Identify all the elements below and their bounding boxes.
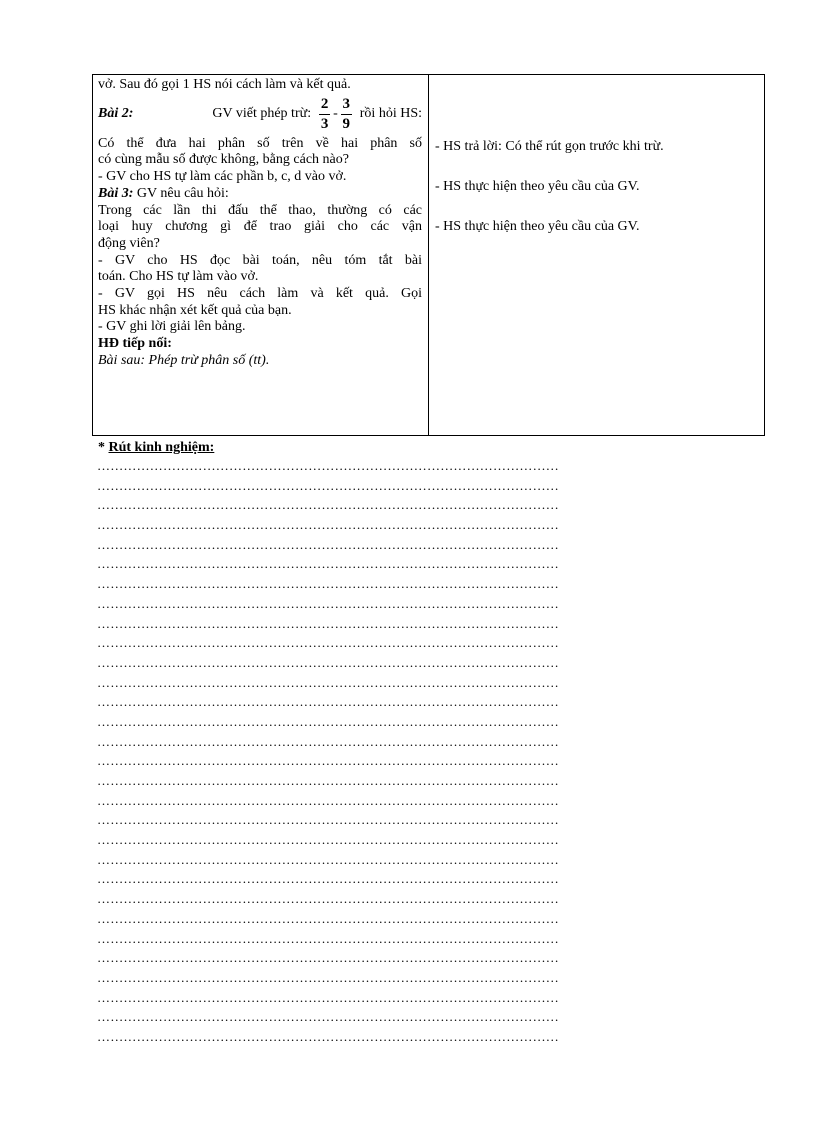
fraction-numerator: 3 (342, 96, 351, 113)
review-dotted-line: …………………………………………………………………………………………… (97, 654, 559, 670)
student-answer-3: - HS thực hiện theo yêu cầu của GV. (435, 219, 640, 234)
review-dotted-line: …………………………………………………………………………………………… (97, 773, 559, 788)
review-dotted-line: …………………………………………………………………………………………… (97, 792, 559, 808)
exercise-3-question-line-3: động viên? (98, 235, 160, 251)
review-dotted-line: …………………………………………………………………………………………… (97, 713, 559, 729)
student-answer-1: - HS trả lời: Có thể rút gọn trước khi trừ. (435, 139, 664, 154)
fraction-three-ninths (341, 97, 352, 132)
review-dotted-line: …………………………………………………………………………………………… (97, 910, 559, 926)
review-dotted-line: …………………………………………………………………………………………… (97, 556, 559, 572)
review-dotted-lines (97, 456, 745, 1047)
review-dotted-line: …………………………………………………………………………………………… (97, 832, 559, 848)
exercise-3-label: Bài 3: (98, 185, 134, 201)
exercise-3-step-2-line-1: - GV gọi HS nêu cách làm và kết quả. Gọi (98, 286, 422, 302)
review-dotted-line: …………………………………………………………………………………………… (97, 477, 559, 493)
exercise-3-step-1-line-1: - GV cho HS đọc bài toán, nêu tóm tắt bài (98, 252, 422, 268)
review-dotted-line: …………………………………………………………………………………………… (97, 1009, 559, 1025)
exercise-3-question-line-2: loại huy chương gì để trao giải cho các vận (98, 219, 422, 235)
student-activities-column (429, 75, 764, 435)
exercise-2-line (98, 94, 422, 136)
review-dotted-line: …………………………………………………………………………………………… (97, 969, 559, 985)
review-dotted-line: …………………………………………………………………………………………… (97, 871, 559, 887)
exercise-3-line (98, 186, 422, 203)
fraction-numerator: 2 (320, 96, 329, 113)
review-dotted-line: …………………………………………………………………………………………… (97, 989, 559, 1005)
review-dotted-line: …………………………………………………………………………………………… (97, 851, 559, 867)
review-dotted-line: …………………………………………………………………………………………… (97, 891, 559, 907)
next-lesson: Bài sau: Phép trừ phân số (tt). (98, 352, 270, 368)
review-dotted-line: …………………………………………………………………………………………… (97, 615, 559, 631)
follow-up-heading: HĐ tiếp nối: (98, 336, 172, 352)
exercise-3-step-1-line-2: toán. Cho HS tự làm vào vở. (98, 269, 259, 285)
review-dotted-line: …………………………………………………………………………………………… (97, 753, 559, 769)
review-dotted-line: …………………………………………………………………………………………… (97, 595, 559, 611)
review-dotted-line: …………………………………………………………………………………………… (97, 733, 559, 749)
review-heading (98, 440, 214, 456)
exercise-3-question-line-1: Trong các lần thi đấu thể thao, thường có các (98, 202, 422, 218)
review-dotted-line: …………………………………………………………………………………………… (97, 950, 559, 966)
review-dotted-line: …………………………………………………………………………………………… (97, 635, 559, 651)
exercise-3-text: GV nêu câu hỏi: (136, 185, 229, 201)
exercise-2-text-after: rồi hỏi HS: (359, 106, 422, 122)
review-dotted-line: …………………………………………………………………………………………… (97, 694, 559, 710)
review-dotted-line: …………………………………………………………………………………………… (97, 812, 559, 828)
exercise-2-task: - GV cho HS tự làm các phần b, c, d vào vở. (98, 169, 347, 185)
fraction-denominator: 3 (320, 116, 329, 133)
review-dotted-line: …………………………………………………………………………………………… (97, 536, 559, 552)
intro-line: vở. Sau đó gọi 1 HS nói cách làm và kết quả. (98, 77, 351, 92)
review-title: Rút kinh nghiệm: (108, 440, 215, 455)
review-dotted-line: …………………………………………………………………………………………… (97, 458, 559, 473)
minus-sign: - (333, 106, 338, 122)
exercise-2-question-line-1: Có thể đưa hai phân số trên về hai phân số (98, 135, 422, 151)
exercise-3-step-3: - GV ghi lời giải lên bảng. (98, 319, 246, 335)
fraction-denominator: 9 (342, 116, 351, 133)
lesson-table (92, 74, 765, 436)
teacher-activities-column (93, 75, 429, 435)
review-dotted-line: …………………………………………………………………………………………… (97, 674, 559, 690)
review-dotted-line: …………………………………………………………………………………………… (97, 930, 559, 946)
exercise-2-label: Bài 2: (98, 106, 134, 122)
exercise-3-step-2-line-2: HS khác nhận xét kết quả của bạn. (98, 302, 292, 318)
exercise-2-text: GV viết phép trừ: (212, 106, 312, 122)
review-dotted-line: …………………………………………………………………………………………… (97, 497, 559, 513)
fraction-two-thirds (319, 97, 330, 132)
review-dotted-line: …………………………………………………………………………………………… (97, 517, 559, 533)
review-dotted-line: …………………………………………………………………………………………… (97, 576, 559, 592)
exercise-2-question-line-2: có cùng mẫu số được không, bằng cách nào? (98, 152, 349, 168)
review-dotted-line: …………………………………………………………………………………………… (97, 1028, 559, 1044)
review-bullet: * (98, 440, 109, 455)
student-answer-2: - HS thực hiện theo yêu cầu của GV. (435, 179, 640, 194)
